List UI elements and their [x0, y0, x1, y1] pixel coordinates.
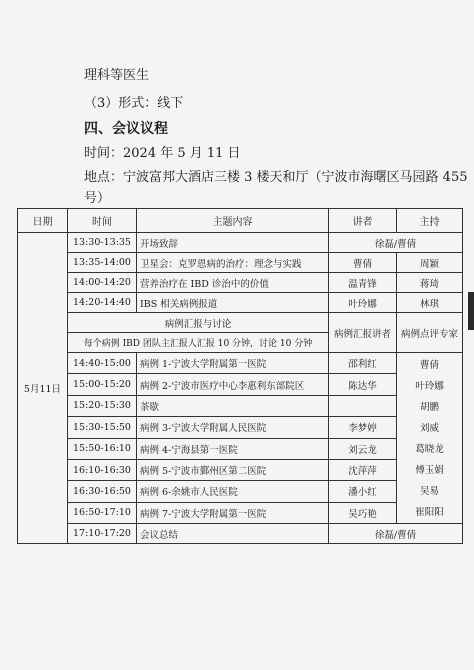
- meeting-location-cont: 号）: [84, 191, 111, 206]
- meeting-time: 时间：2024 年 5 月 11 日: [84, 146, 241, 161]
- agenda-row: [18, 502, 463, 523]
- agenda-row: [18, 524, 463, 544]
- host-merged-cell: 徐磊/曹倩: [329, 524, 463, 544]
- expert-name: 崔阳阳: [415, 507, 444, 518]
- speaker-cell: 邵利红: [329, 353, 397, 374]
- meeting-location: 地点：宁波富邦大酒店三楼 3 楼天和厅（宁波市海曙区马园路 455: [84, 170, 468, 185]
- expert-name: 刘威: [419, 423, 439, 434]
- time-cell: 13:30-13:35: [68, 233, 137, 253]
- expert-name: 胡鹏: [419, 402, 439, 413]
- speaker-cell: 叶玲娜: [329, 293, 397, 313]
- topic-cell: 病例 2-宁波市医疗中心李惠利东部院区: [137, 374, 329, 395]
- agenda-row: [18, 481, 463, 502]
- topic-cell: 茶歇: [137, 395, 329, 416]
- topic-cell: 病例 3-宁波大学附属人民医院: [137, 417, 329, 438]
- time-cell: 13:35-14:00: [68, 253, 137, 273]
- expert-name: 叶玲娜: [415, 381, 444, 392]
- agenda-header-row: [18, 209, 463, 233]
- speaker-cell: [329, 395, 397, 416]
- speaker-cell: 沈萍萍: [329, 459, 397, 480]
- time-cell: 16:50-17:10: [68, 502, 137, 523]
- agenda-row: [18, 374, 463, 395]
- case-section-title: 病例汇报与讨论: [68, 313, 329, 333]
- topic-cell: 卫星会：克罗恩病的治疗：理念与实践: [137, 253, 329, 273]
- header-host: 主持: [397, 209, 463, 233]
- topic-cell: 开场致辞: [137, 233, 329, 253]
- agenda-row: [18, 253, 463, 273]
- expert-name: 吴易: [419, 486, 439, 497]
- agenda-row: [18, 273, 463, 293]
- agenda-row: [18, 459, 463, 480]
- agenda-row: [18, 395, 463, 416]
- agenda-row: [18, 438, 463, 459]
- topic-cell: 病例 1-宁波大学附属第一医院: [137, 353, 329, 374]
- speaker-cell: 曹倩: [329, 253, 397, 273]
- date-cell: 5月11日: [18, 233, 68, 544]
- speaker-cell: 吴巧艳: [329, 502, 397, 523]
- time-cell: 17:10-17:20: [68, 524, 137, 544]
- agenda-row: [18, 293, 463, 313]
- speaker-cell: 陈达华: [329, 374, 397, 395]
- topic-cell: 病例 7-宁波大学附属第一医院: [137, 502, 329, 523]
- topic-cell: 病例 6-余姚市人民医院: [137, 481, 329, 502]
- topic-cell: 病例 5-宁波市鄞州区第二医院: [137, 459, 329, 480]
- host-merged-cell: 徐磊/曹倩: [329, 233, 463, 253]
- topic-cell: 会议总结: [137, 524, 329, 544]
- case-host-heading: 病例点评专家: [397, 313, 463, 353]
- time-cell: 15:50-16:10: [68, 438, 137, 459]
- header-date: 日期: [18, 209, 68, 233]
- topic-cell: 病例 4-宁海县第一医院: [137, 438, 329, 459]
- time-cell: 15:00-15:20: [68, 374, 137, 395]
- expert-name: 葛晓龙: [415, 444, 444, 455]
- time-cell: 14:00-14:20: [68, 273, 137, 293]
- case-section-rule: 每个病例 IBD 团队主汇报人汇报 10 分钟，讨论 10 分钟: [68, 333, 329, 353]
- agenda-row: [18, 233, 463, 253]
- intro-target-tail: 理科等医生: [84, 68, 150, 83]
- page-edge-mark: [468, 292, 474, 330]
- expert-name: 曹倩: [419, 360, 439, 371]
- agenda-row: [18, 417, 463, 438]
- experts-cell: [397, 353, 463, 524]
- speaker-cell: 温青锋: [329, 273, 397, 293]
- header-speaker: 讲者: [329, 209, 397, 233]
- intro-format: （3）形式：线下: [84, 96, 184, 111]
- time-cell: 15:20-15:30: [68, 395, 137, 416]
- time-cell: 15:30-15:50: [68, 417, 137, 438]
- case-speaker-heading: 病例汇报讲者: [329, 313, 397, 353]
- host-cell: 周颖: [397, 253, 463, 273]
- header-topic: 主题内容: [137, 209, 329, 233]
- time-cell: 14:20-14:40: [68, 293, 137, 313]
- header-time: 时间: [68, 209, 137, 233]
- time-cell: 16:10-16:30: [68, 459, 137, 480]
- section-heading: 四、会议议程: [84, 121, 168, 137]
- speaker-cell: 潘小红: [329, 481, 397, 502]
- time-cell: 14:40-15:00: [68, 353, 137, 374]
- agenda-row: [18, 353, 463, 374]
- host-cell: 蒋琦: [397, 273, 463, 293]
- topic-cell: 营养治疗在 IBD 诊治中的价值: [137, 273, 329, 293]
- case-section-title-row: [18, 313, 463, 333]
- time-cell: 16:30-16:50: [68, 481, 137, 502]
- speaker-cell: 李梦婷: [329, 417, 397, 438]
- host-cell: 林琪: [397, 293, 463, 313]
- expert-name: 傅玉娟: [415, 465, 444, 476]
- agenda-table: [17, 208, 463, 544]
- topic-cell: IBS 相关病例报道: [137, 293, 329, 313]
- speaker-cell: 刘云龙: [329, 438, 397, 459]
